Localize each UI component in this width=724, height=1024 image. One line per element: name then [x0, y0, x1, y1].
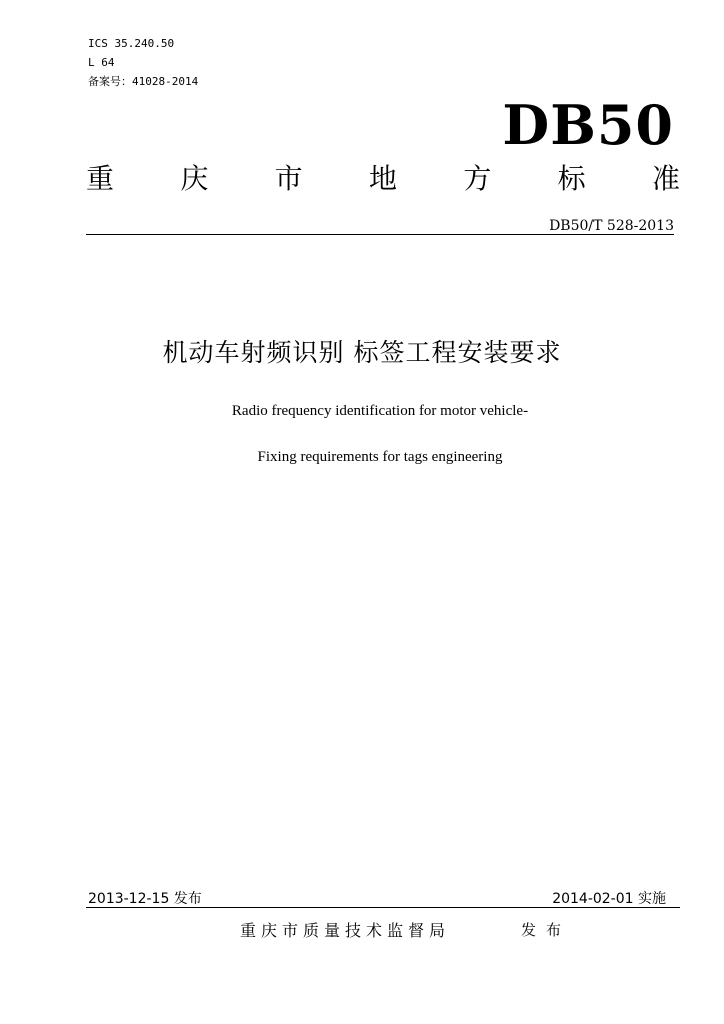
standard-type-char: 方 — [463, 162, 492, 195]
standard-type-char: 重 — [86, 162, 115, 195]
standard-type-char: 地 — [368, 162, 397, 195]
standard-type-char: 标 — [557, 162, 586, 195]
standard-number: DB50/T 528-2013 — [549, 218, 674, 234]
issuing-authority: 重庆市质量技术监督局 — [240, 921, 451, 940]
bottom-divider — [86, 907, 680, 908]
standard-type-char: 庆 — [180, 162, 209, 195]
ics-code: ICS 35.240.50 — [88, 37, 175, 50]
top-divider — [86, 234, 674, 235]
standard-code: DB50 — [502, 93, 674, 157]
record-number: 备案号：41028-2014 — [88, 75, 199, 88]
issue-label: 发布 — [521, 921, 572, 939]
document-title-english-line2: Fixing requirements for tags engineering — [257, 449, 503, 465]
document-title-english-line1: Radio frequency identification for motor vehicle- — [231, 403, 529, 419]
publish-date: 2013-12-15 发布 — [88, 891, 202, 907]
standard-type-heading — [86, 162, 680, 196]
document-title-chinese: 机动车射频识别 标签工程安装要求 — [162, 338, 562, 367]
standard-type-char: 市 — [274, 162, 303, 195]
classification-code: L 64 — [88, 56, 115, 69]
implementation-date: 2014-02-01 实施 — [552, 891, 666, 907]
standard-type-char: 准 — [651, 162, 680, 195]
